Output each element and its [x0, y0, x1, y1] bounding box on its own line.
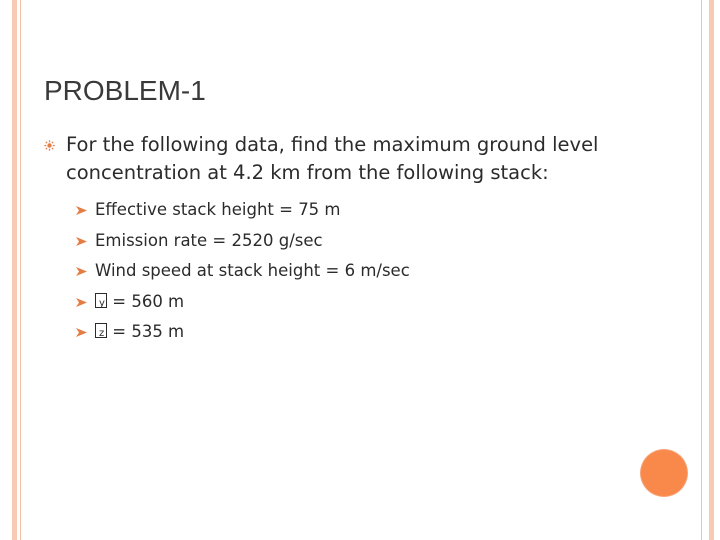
item-text: = 560 m	[112, 291, 185, 311]
list-item	[76, 256, 654, 287]
list-item	[76, 195, 654, 226]
sigma-y-symbol	[95, 287, 107, 318]
list-item	[76, 317, 654, 348]
item-text: = 535 m	[112, 322, 185, 341]
data-list	[44, 195, 654, 348]
item-text: Wind speed at stack height = 6 m/sec	[95, 261, 410, 280]
sun-bullet-icon	[44, 140, 55, 151]
sigma-z-symbol	[95, 317, 107, 348]
slide-title: PROBLEM-1	[44, 75, 206, 106]
arrow-bullet-icon	[76, 237, 87, 246]
sigma-subscript: z	[99, 328, 105, 339]
problem-statement	[44, 131, 654, 187]
arrow-bullet-icon	[76, 298, 87, 307]
accent-circle-decoration	[641, 450, 687, 496]
list-item	[76, 226, 654, 257]
list-item	[76, 287, 654, 318]
item-text: Emission rate = 2520 g/sec	[95, 230, 323, 250]
arrow-bullet-icon	[76, 267, 87, 276]
arrow-bullet-icon	[76, 328, 87, 337]
problem-intro-text: For the following data, find the maximum ground level concentration at 4.2 km from the following stack:	[66, 133, 599, 184]
slide-content	[44, 131, 654, 348]
arrow-bullet-icon	[76, 206, 87, 215]
sigma-subscript: y	[99, 297, 105, 309]
item-text: Effective stack height = 75 m	[95, 200, 341, 219]
